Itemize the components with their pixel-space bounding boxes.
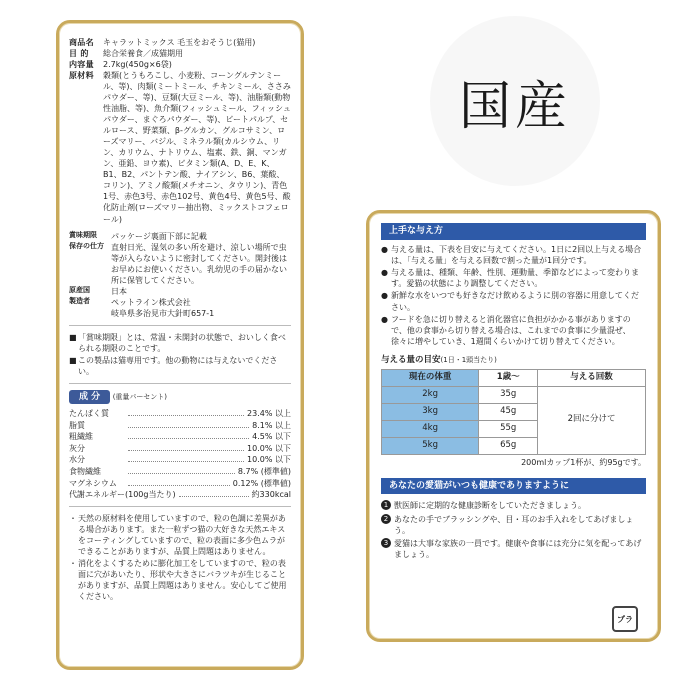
nutrient-name: マグネシウム [69,478,117,488]
health-item [381,514,646,536]
table-header: 与える回数 [538,370,646,387]
note-text: この製品は猫専用です。他の動物には与えないでください。 [78,355,278,376]
info-row [69,297,291,308]
nutrient-name: 灰分 [69,443,85,453]
notes [69,332,291,377]
bullet-icon: ・ [69,559,77,569]
nutrition-subtitle: (重量パーセント) [112,392,168,401]
nutrient-row [69,478,291,489]
dot-leader [128,420,249,428]
nutrition-tag: 成 分 [69,390,110,404]
table-title: 与える量の目安 [381,355,441,366]
nutrient-row [69,408,291,419]
health-text: 獣医師に定期的な健康診断をしていただきましょう。 [394,501,586,511]
note-text: 「賞味期限」とは、常温・未開封の状態で、おいしく食べられる期限のことです。 [78,332,286,353]
info-value: 穀類(とうもろこし、小麦粉、コーングルテンミール、等)、肉類(ミートミール、チキンミール、ささみパウダー、等)、豆類(大豆ミール、等)、油脂類(動物性油脂、等)、魚介類(フィッシュミール、フィッシュパウダー、まぐろパウダー、等)、ビートパルプ、セルロース、野菜類、β-グルカン、グルコサミン、ローズマリー、バジル、ミネラル類(カルシウム、リン、カリウム、ナトリウム、塩素、鉄、銅、マンガン、亜鉛、ヨウ素)、ビタミン類(A、D、E、K、B1、B2、パントテン酸、ナイアシン、B6、葉酸、コリン)、アミノ酸類(メチオニン、タウリン)、青色1号、赤色3号、赤色102号、黄色4号、黄色5号、酸化防止剤(ローズマリー抽出物、ミックストコフェロール) [103,71,291,224]
feeding-heading: 上手な与え方 [381,223,646,240]
amount-cell: 65g [479,437,538,454]
info-row [69,59,291,70]
info-value: 直射日光、湿気の多い所を避け、涼しい場所で虫等が入らないように密封してください。開封後はお早めにお使いください。乳幼児の手の届かない所に保管してください。 [111,242,287,285]
table-title-row [381,355,646,367]
feeding-table [381,369,646,454]
nutrient-name: 水分 [69,455,85,465]
health-heading: あなたの愛猫がいつも健康でありますように [381,478,646,495]
feeding-point-text: 与える量は、下表を目安に与えてください。1日に2回以上与える場合は、「与える量」を与える回数で割った量が1回分です。 [391,244,642,265]
weight-cell: 5kg [382,437,479,454]
info-key: 原材料 [69,71,94,81]
info-key: 賞味期限 [69,230,97,239]
divider [69,325,291,326]
feeding-point [381,314,646,348]
note-item [69,332,291,354]
weight-cell: 2kg [382,387,479,404]
info-key: 原産国 [69,285,90,294]
storage-info [69,231,291,319]
number-badge: 2 [381,514,391,524]
health-text: 愛猫は大事な家族の一員です。健康や食事には充分に気を配ってあげましょう。 [394,538,642,560]
info-value: 総合栄養食／成猫期用 [103,49,183,59]
nutrient-row [69,454,291,465]
nutrient-value: 8.1% 以上 [252,420,291,430]
health-text: あなたの手でブラッシングや、目・耳のお手入れをしてあげましょう。 [394,514,634,535]
bullet-icon: ● [381,267,388,277]
info-key: 商品名 [69,38,94,47]
divider [69,383,291,384]
health-item [381,500,646,511]
table-header: 現在の体重 [382,370,479,387]
recycle-label: プラ [617,614,633,624]
dot-leader [128,408,244,416]
info-row [69,286,291,297]
bullet-icon: ■ [69,355,77,365]
nutrient-row [69,466,291,477]
amount-cell: 45g [479,403,538,420]
product-info [69,37,291,225]
table-header: 1歳～ [479,370,538,387]
dot-leader [128,466,235,474]
table-subtitle: (1日・1頭当たり) [440,356,497,365]
bullet-icon: ● [381,244,388,254]
weight-cell: 3kg [382,403,479,420]
feeding-point-text: フードを急に切り替えると消化器官に負担がかかる事がありますので、他の食事から切り替える場合は、これまでの食事に少量混ぜ、徐々に増やしていき、1週間くらいかけて切り替えてください。 [391,314,631,347]
nutrient-name: 粗繊維 [69,432,93,442]
nutrient-name: 代謝エネルギー(100g当たり) [69,490,176,500]
info-key: 製造者 [69,296,90,305]
nutrient-value: 8.7% (標準値) [237,466,291,476]
info-row [69,308,291,319]
nutrient-row [69,443,291,454]
feeding-point [381,267,646,289]
amount-cell: 35g [479,387,538,404]
domestic-seal [430,16,600,186]
footnote-text: 天然の原材料を使用していますので、粒の色調に差異がある場合があります。また一粒ずつ猫の大好きな天然エキスをコーティングしていますので、粒の表面に多少色ムラができることがありますが、品質上問題はありません。 [78,514,286,557]
nutrient-value: 約330kcal [251,490,291,500]
nutrient-value: 4.5% 以下 [252,432,291,442]
footnote-text: 消化をよくするために膨化加工をしていますので、粒の表面に穴があいたり、形状や大きさにバラツキが生じることがありますが、品質上問題はありません。安心してご使用ください。 [78,559,287,602]
nutrition-list [69,408,291,500]
info-value: キャラットミックス 毛玉をおそうじ(猫用) [103,38,256,47]
times-cell: 2回に分けて [538,387,646,455]
bullet-icon: ● [381,314,388,324]
bullet-icon: ● [381,291,388,301]
footnote-item [69,558,291,602]
info-row [69,70,291,224]
info-row [69,231,291,242]
dot-leader [128,478,230,486]
info-row [69,37,291,48]
nutrient-row [69,431,291,442]
seal-text: 国産 [458,76,571,137]
info-value: 岐阜県多治見市大針町657-1 [111,308,215,318]
info-row [69,242,291,286]
divider [69,506,291,507]
health-list [381,500,646,560]
dot-leader [128,454,244,462]
info-value: 2.7kg(450g×6袋) [103,60,172,70]
feeding-point [381,244,646,266]
dot-leader [179,489,249,497]
number-badge: 1 [381,500,391,510]
weight-cell: 4kg [382,420,479,437]
amount-cell: 55g [479,420,538,437]
info-key: 保存の仕方 [69,241,104,250]
dot-leader [128,431,249,439]
feeding-point [381,290,646,312]
nutrient-value: 23.4% 以上 [247,409,291,419]
feeding-point-text: 与える量は、種類、年齢、性別、運動量、季節などによって変わります。愛猫の状態により調整してください。 [391,267,639,289]
info-value: パッケージ裏面下部に記載 [111,231,207,241]
nutrient-name: 脂質 [69,420,85,430]
nutrient-row [69,420,291,431]
nutrient-value: 10.0% 以下 [247,443,291,453]
nutrient-value: 10.0% 以下 [247,455,291,465]
number-badge: 3 [381,538,391,548]
feeding-point-text: 新鮮な水をいつでも好きなだけ飲めるように別の容器に用意してください。 [391,291,639,312]
bullet-icon: ■ [69,332,77,342]
info-value: 日本 [111,286,127,296]
label-panel-left [56,20,304,670]
footnotes [69,513,291,602]
nutrient-name: 食物繊維 [69,466,101,476]
nutrient-value: 0.12% (標準値) [232,478,291,488]
nutrient-row [69,489,291,500]
table-row [382,387,646,404]
info-key: 内容量 [69,60,94,70]
info-row [69,48,291,59]
recycle-plastic-icon [612,606,638,632]
cup-note: 200mlカップ1杯が、約95gです。 [521,457,646,467]
feeding-points [381,244,646,348]
note-item [69,355,291,377]
label-panel-right [366,210,661,642]
health-item [381,538,646,560]
info-value: ペットライン株式会社 [111,297,191,307]
bullet-icon: ・ [69,514,77,524]
dot-leader [128,443,244,451]
footnote-item [69,513,291,557]
info-key: 目 的 [69,49,89,59]
nutrient-name: たんぱく質 [69,409,109,419]
